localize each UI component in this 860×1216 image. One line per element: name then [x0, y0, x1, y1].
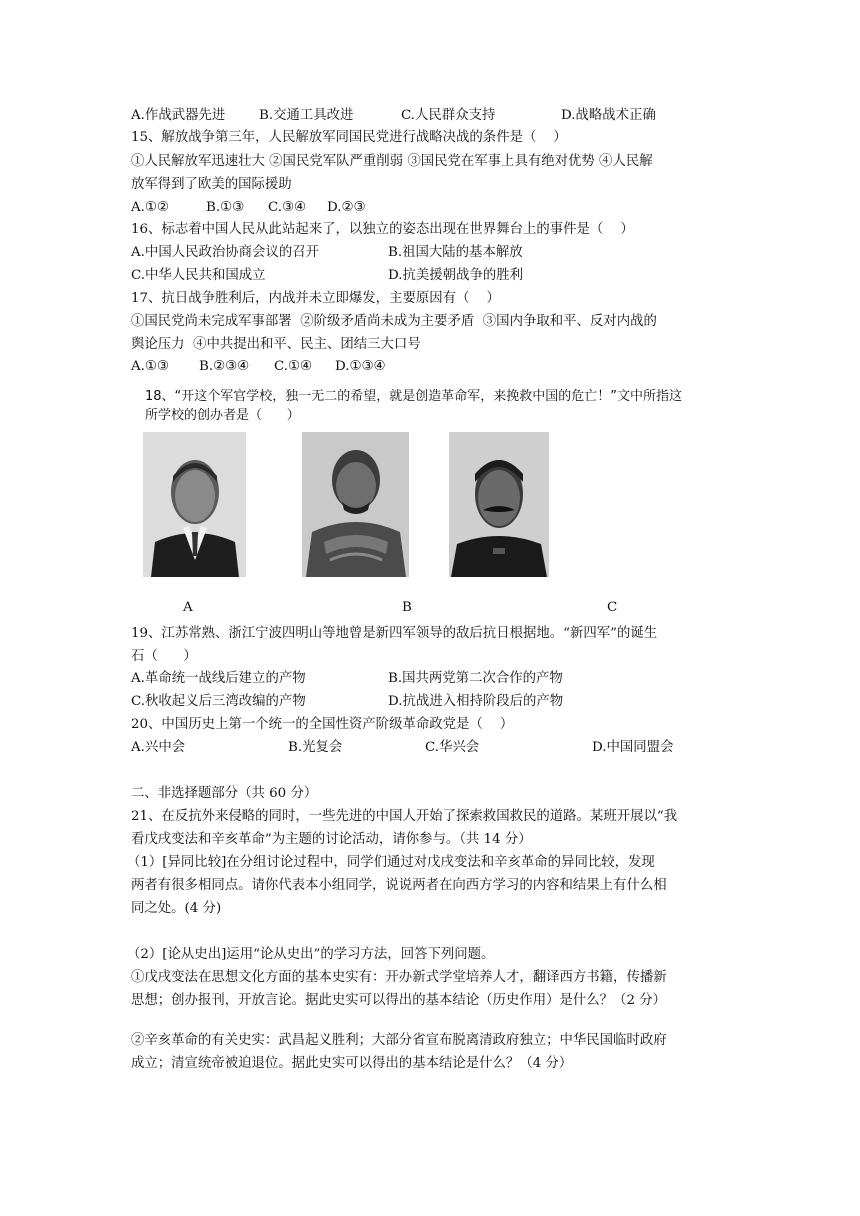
portrait-b-icon — [302, 432, 409, 577]
q21-part2-item1-line1: ①戊戌变法在思想文化方面的基本史实有：开办新式学堂培养人才，翻译西方书籍，传播新 — [131, 970, 667, 985]
portrait-a-label: A — [183, 600, 193, 615]
q19-option-b: B.国共两党第二次合作的产物 — [388, 671, 563, 686]
q17-stem: 17、抗日战争胜利后，内战并未立即爆发，主要原因有（ ） — [131, 291, 500, 306]
q17-option-b: B.②③④ — [199, 359, 250, 374]
portrait-c-icon — [449, 432, 549, 577]
q21-line1: 21、在反抗外来侵略的同时，一些先进的中国人开始了探索救国救民的道路。某班开展以“我 — [131, 809, 678, 824]
portrait-b-label: B — [402, 600, 412, 615]
q17-body-line2: 舆论压力 ④中共提出和平、民主、团结三大口号 — [131, 337, 421, 352]
q21-part1-line1: （1）[异同比较]在分组讨论过程中，同学们通过对戊戌变法和辛亥革命的异同比较，发现 — [127, 855, 655, 870]
q19-stem-line1: 19、江苏常熟、浙江宁波四明山等地曾是新四军领导的敌后抗日根据地。“新四军”的诞生 — [131, 626, 658, 641]
q14-option-c: C.人民群众支持 — [401, 108, 496, 123]
portrait-c-label: C — [607, 600, 618, 615]
q21-part1-line3: 同之处。(4 分) — [131, 901, 222, 916]
q20-option-b: B.光复会 — [288, 740, 343, 755]
q21-part2-intro: （2）[论从史出]运用“论从史出”的学习方法，回答下列问题。 — [127, 947, 495, 962]
q21-line2: 看戊戌变法和辛亥革命”为主题的讨论活动，请你参与。（共 14 分） — [131, 832, 532, 847]
q14-option-d: D.战略战术正确 — [561, 108, 656, 123]
q15-option-a: A.①② — [131, 200, 169, 215]
q21-part2-item1-line2: 思想；创办报刊，开放言论。据此史实可以得出的基本结论（历史作用）是什么？（2 分） — [131, 993, 667, 1008]
portrait-a-icon — [143, 432, 246, 577]
q15-stem: 15、解放战争第三年，人民解放军同国民党进行战略决战的条件是（ ） — [131, 130, 567, 145]
q21-part2-item2-line2: 成立；清宣统帝被迫退位。据此史实可以得出的基本结论是什么？（4 分） — [131, 1056, 573, 1071]
q15-option-d: D.②③ — [327, 200, 366, 215]
q17-option-a: A.①③ — [131, 359, 169, 374]
q20-stem: 20、中国历史上第一个统一的全国性资产阶级革命政党是（ ） — [131, 717, 514, 732]
q19-option-a: A.革命统一战线后建立的产物 — [131, 671, 306, 686]
q14-option-a: A.作战武器先进 — [131, 108, 226, 123]
q18-caption-line1: 18、“开这个军官学校，独一无二的希望，就是创造革命军，来挽救中国的危亡！”文中所指这 — [145, 389, 683, 404]
q19-option-d: D.抗战进入相持阶段后的产物 — [388, 694, 564, 709]
q15-body-line1: ①人民解放军迅速壮大 ②国民党军队严重削弱 ③国民党在军事上具有绝对优势 ④人民解 — [131, 154, 653, 169]
q16-stem: 16、标志着中国人民从此站起来了，以独立的姿态出现在世界舞台上的事件是（ ） — [131, 222, 634, 237]
q16-option-d: D.抗美援朝战争的胜利 — [388, 268, 524, 283]
q20-option-a: A.兴中会 — [131, 740, 186, 755]
q16-option-b: B.祖国大陆的基本解放 — [388, 245, 523, 260]
q14-option-b: B.交通工具改进 — [259, 108, 354, 123]
q16-option-a: A.中国人民政治协商会议的召开 — [131, 245, 320, 260]
q21-part1-line2: 两者有很多相同点。请你代表本小组同学，说说两者在向西方学习的内容和结果上有什么相 — [131, 878, 667, 893]
q16-option-c: C.中华人民共和国成立 — [131, 268, 266, 283]
q18-caption-line2: 所学校的创办者是（ ） — [145, 408, 300, 423]
q15-option-c: C.③④ — [268, 200, 307, 215]
q19-stem-line2: 石（ ） — [131, 649, 197, 664]
section2-title: 二、非选择题部分（共 60 分） — [131, 786, 318, 801]
q17-body-line1: ①国民党尚未完成军事部署 ②阶级矛盾尚未成为主要矛盾 ③国内争取和平、反对内战的 — [131, 314, 657, 329]
q15-option-b: B.①③ — [206, 200, 245, 215]
q17-option-d: D.①③④ — [335, 359, 386, 374]
q15-body-line2: 放军得到了欧美的国际援助 — [131, 177, 292, 192]
q17-option-c: C.①④ — [274, 359, 313, 374]
q19-option-c: C.秋收起义后三湾改编的产物 — [131, 694, 306, 709]
q20-option-c: C.华兴会 — [425, 740, 480, 755]
q21-part2-item2-line1: ②辛亥革命的有关史实：武昌起义胜利；大部分省宣布脱离清政府独立；中华民国临时政府 — [131, 1033, 667, 1048]
q20-option-d: D.中国同盟会 — [592, 740, 674, 755]
